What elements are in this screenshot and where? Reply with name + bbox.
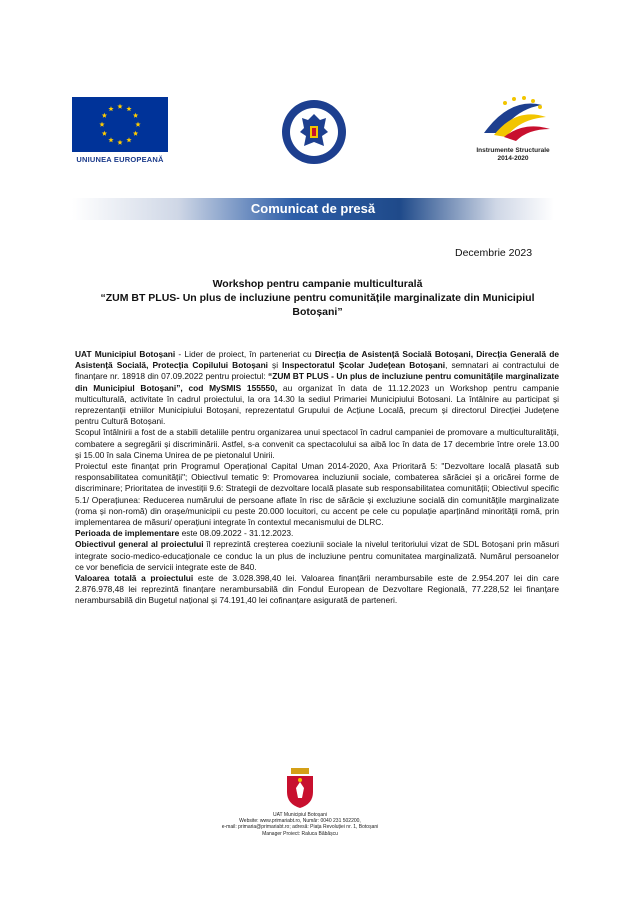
eu-star-icon [135,122,140,127]
eu-star-icon [117,104,122,109]
banner-title: Comunicat de presă [250,201,376,216]
document-footer [150,812,450,837]
paragraph-financing: Proiectul este finanțat prin Programul Operațional Capital Uman 2014-2020, Axa Prioritară 5: "Dezvoltare locală plasată sub responsabilitatea comunității"; Obiectivul tematic 9: Promovarea incluziunii sociale, combaterea sărăciei și a oricărei forme de discriminare; Prioritatea de investiții 9.6: Strategii de dezvoltare locală plasate sub responsabilitatea comunității; Obiectivul specific 5.1/ Operațiunea: Reducerea numărului de persoane aflate în risc de sărăcie și excluziune socială din comunitățile marginalizate (roma și non-romă) din orașe/municipii cu peste 20.000 locuitori, cu accent pe cele cu populație aparținând minorității romă, prin implementarea de măsuri/ operațiuni integrate în contextul mecanismului de DLRC. [75,461,559,528]
government-logo [280,98,348,166]
paragraph-intro [75,349,559,427]
intro-run: UAT Municipiul Botoșani [75,349,176,359]
footer-line4: Manager Proiect: Raluca Băbășcu [262,830,338,837]
eu-star-icon [126,106,131,111]
botosani-crest-icon [285,768,315,808]
period-text: este 08.09.2022 - 31.12.2023. [179,528,294,539]
paragraph-period [75,528,559,539]
paragraph-objective [75,539,559,573]
eu-logo [72,97,168,163]
press-release-banner [72,198,554,220]
release-date: Decembrie 2023 [455,247,533,259]
intro-run: Direcția de Asistență Socială Botoșani, Direcția Generală de Asistență Socială, Protecția Copilului Botoșani [75,349,559,371]
footer-line2: Website: www.primariabt.ro, Număr: 0040 231 502200, [239,818,361,825]
paragraph-value [75,573,559,607]
eu-caption: UNIUNEA EUROPEANĂ [76,155,164,164]
heading-line1: Workshop pentru campanie multiculturală [212,278,423,290]
document-heading [90,277,545,319]
paragraph-purpose: Scopul întâlnirii a fost de a stabili detaliile pentru organizarea unui spectacol în cadrul campaniei de promovare a multiculturalității, combatere a segregării și discriminării. Astfel, s-a convenit ca spectacolului sa aibă loc în data de 17 decembrie între orele 13.00 și 15.00 în sala Cinema Unirea de pe pietonalul Unirii. [75,427,559,460]
intro-run: “ZUM BT PLUS - Un plus de incluziune pentru comunitățile marginalizate din Municipiul Botoșani”, cod MySMIS 155550, [75,371,559,393]
eu-star-icon [126,137,131,142]
intro-run: , semnatari ai contractului de finanțare nr. 18918 din 07.09.2022 pentru proiectul: [75,360,560,382]
intro-run: au organizat în data de 11.12.2023 un Workshop pentru campanie multiculturală, activitate în cadrul proiectului, la ora 14.30 la sediul Primariei Municipiului Botosani. La întâlnire au participat și reprezentanții etniilor Municipiului Botoșani, reprezentatul Grupului de Acțiune Locală, precum și directorul Direcției Județene pentru Cultură Botoșani. [75,382,559,427]
eu-star-icon [117,140,122,145]
structural-instruments-caption [470,147,556,163]
eu-star-icon [133,131,138,136]
intro-run: - Lider de proiect, în parteneriat cu [175,349,315,359]
eu-flag-icon [72,97,168,152]
period-label: Perioada de implementare [75,528,180,539]
intro-run: și [268,360,283,371]
eu-star-icon [108,137,113,142]
eu-star-icon [108,106,113,111]
is-caption-line1: Instrumente Structurale [476,147,550,154]
eu-star-icon [99,122,104,127]
heading-line3: Botoșani” [292,306,343,318]
footer-line3: e-mail: primaria@primariabt.ro; adresă: Piața Revoluției nr. 1, Botoșani [221,824,379,831]
eu-star-icon [102,113,107,118]
is-caption-line2: 2014-2020 [497,155,529,162]
document-body [75,349,559,607]
heading-line2: “ZUM BT PLUS- Un plus de incluziune pentru comunitățile marginalizate din Municipiul [100,292,535,304]
eu-star-icon [133,113,138,118]
structural-instruments-logo [470,93,556,173]
value-text: este de 3.028.398,40 lei. Valoarea finanțării nerambursabile este de 2.954.207 lei din care 2.876.978,48 lei reprezintă finanțare nerambursabilă din Fondul European de Dezvoltare Regională, 77.228,52 lei finanțare nerambursabilă din Bugetul național și 74.191,40 lei cofinanțare asigurată de parteneri. [75,573,559,606]
objective-text: îl reprezintă creșterea coeziunii sociale la nivelul teritoriului vizat de SDL Botoșani prin măsuri integrate socio-medico-educaționale ce conduc la un plus de incluziune pentru comunitatea marginalizată. Numărul persoanelor ce vor beneficia de servicii integrate este de 840. [75,539,559,572]
objective-label: Obiectivul general al proiectului [75,539,204,550]
value-label: Valoarea totală a proiectului [75,573,194,584]
intro-run: Inspectoratul Școlar Județean Botoșani [282,360,446,371]
eu-star-icon [102,131,107,136]
footer-line1: UAT Municipiul Botoșani [272,812,327,818]
